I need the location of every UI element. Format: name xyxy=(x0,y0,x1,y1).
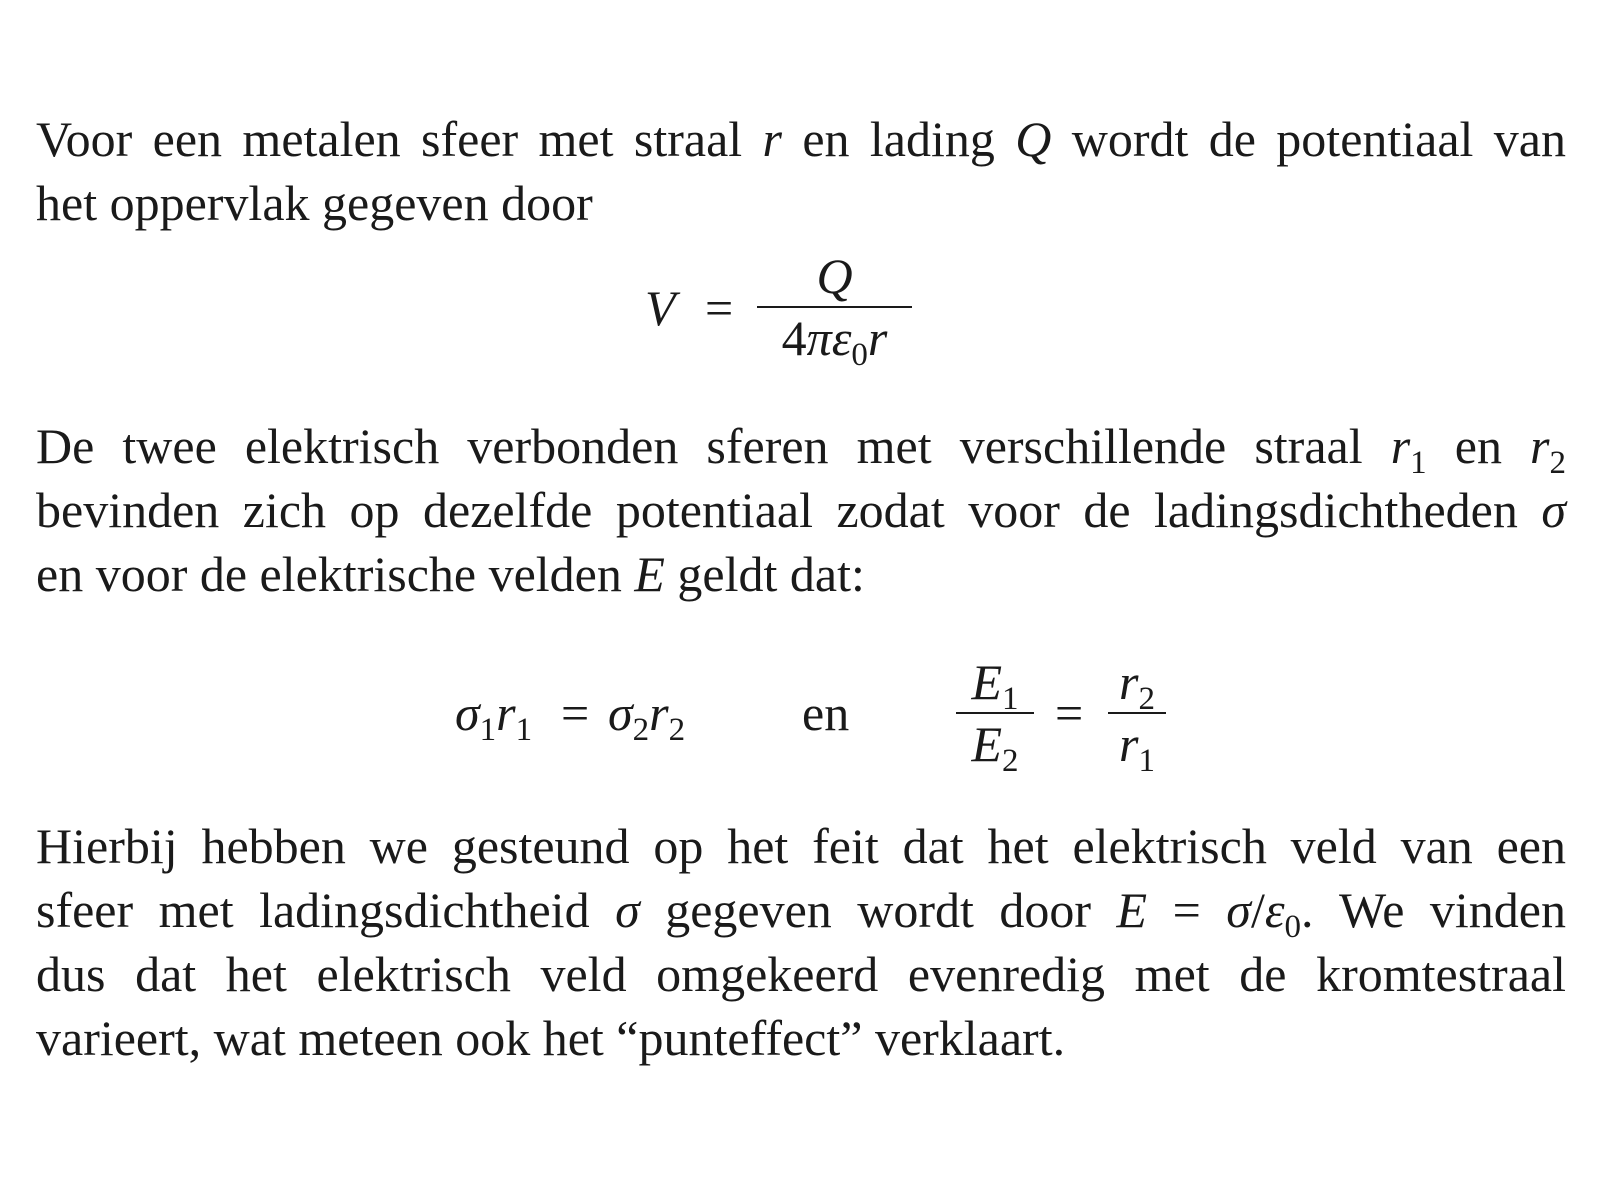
eq1-denominator xyxy=(757,308,912,373)
var-sigma: σ xyxy=(615,882,640,938)
num-four: 4 xyxy=(781,310,807,366)
var-r: r xyxy=(1119,716,1139,772)
text: / xyxy=(1250,882,1265,938)
eq2-equals-1: = xyxy=(561,685,590,741)
subscript-2: 2 xyxy=(1138,681,1155,717)
var-e: E xyxy=(634,546,665,602)
var-v: V xyxy=(645,280,676,336)
text: gegeven wordt door xyxy=(639,882,1117,938)
text: . We vinden xyxy=(1301,882,1566,938)
eq2-en: en xyxy=(802,685,850,741)
var-sigma: σ xyxy=(1226,882,1251,938)
var-q: Q xyxy=(816,248,853,304)
text: geldt dat: xyxy=(664,546,865,602)
subscript-2: 2 xyxy=(668,712,686,748)
paragraph-intro-line-1 xyxy=(36,107,1566,171)
eq2-e-denominator xyxy=(956,714,1034,779)
var-r: r xyxy=(1390,418,1411,474)
paragraph-intro-line-2: het oppervlak gegeven door xyxy=(36,175,593,231)
subscript-1: 1 xyxy=(515,712,533,748)
subscript-2: 2 xyxy=(1549,445,1566,481)
text: sfeer met ladingsdichtheid xyxy=(36,882,616,938)
paragraph-3-line-4: varieert, wat meteen ook het “punteffect” verklaart. xyxy=(36,1010,1066,1066)
text: wordt de potentiaal van xyxy=(1051,111,1567,167)
var-e: E xyxy=(971,654,1003,710)
eq1-numerator xyxy=(757,246,912,306)
var-r: r xyxy=(1119,654,1139,710)
subscript-2: 2 xyxy=(632,712,650,748)
eq2-fraction-e xyxy=(956,652,1034,779)
var-epsilon: ε xyxy=(1264,882,1285,938)
subscript-1: 1 xyxy=(479,712,497,748)
paragraph-2-line-2 xyxy=(36,478,1566,542)
subscript-zero: 0 xyxy=(851,337,868,373)
subscript-1: 1 xyxy=(1410,445,1427,481)
var-pi: π xyxy=(806,310,832,366)
var-epsilon: ε xyxy=(831,310,852,366)
var-sigma: σ xyxy=(608,685,633,741)
var-r: r xyxy=(867,310,888,366)
var-q: Q xyxy=(1015,111,1052,167)
paragraph-3-line-1: Hierbij hebben we gesteund op het feit dat het elektrisch veld van een xyxy=(36,818,1566,874)
subscript-1: 1 xyxy=(1138,743,1155,779)
eq2-fraction-r xyxy=(1108,652,1166,779)
text: en voor de elektrische velden xyxy=(36,546,635,602)
var-sigma: σ xyxy=(455,685,480,741)
paragraph-connected-spheres xyxy=(36,414,1566,606)
text: en xyxy=(1426,418,1531,474)
text: bevinden zich op dezelfde potentiaal zodat voor de ladingsdichtheden xyxy=(36,482,1542,538)
text: = xyxy=(1147,882,1227,938)
eq1-fraction xyxy=(757,246,912,373)
text: De twee elektrisch verbonden sferen met verschillende straal xyxy=(36,418,1391,474)
text: Voor een metalen sfeer met straal xyxy=(36,111,763,167)
paragraph-2-line-3 xyxy=(36,542,1566,606)
eq2-left xyxy=(455,683,533,748)
eq2-right xyxy=(608,683,686,748)
subscript-2: 2 xyxy=(1002,743,1019,779)
var-e: E xyxy=(1116,882,1148,938)
eq1-lhs xyxy=(645,278,676,338)
subscript-zero: 0 xyxy=(1284,909,1302,945)
eq2-e-numerator xyxy=(956,652,1034,717)
var-sigma: σ xyxy=(1541,482,1566,538)
paragraph-2-line-1 xyxy=(36,414,1566,481)
paragraph-conclusion xyxy=(36,814,1566,1070)
paragraph-intro xyxy=(36,107,1566,235)
var-r: r xyxy=(649,685,669,741)
paragraph-3-line-2 xyxy=(36,878,1566,945)
paragraph-3-line-3: dus dat het elektrisch veld omgekeerd evenredig met de kromtestraal xyxy=(36,946,1566,1002)
subscript-1: 1 xyxy=(1002,681,1019,717)
eq2-r-denominator xyxy=(1108,714,1166,779)
var-e: E xyxy=(971,716,1003,772)
eq1-equals: = xyxy=(705,280,734,336)
var-r: r xyxy=(496,685,516,741)
eq2-r-numerator xyxy=(1108,652,1166,717)
eq2-equals-2: = xyxy=(1055,685,1084,741)
var-r: r xyxy=(762,111,782,167)
text: en lading xyxy=(782,111,1016,167)
var-r: r xyxy=(1530,418,1550,474)
